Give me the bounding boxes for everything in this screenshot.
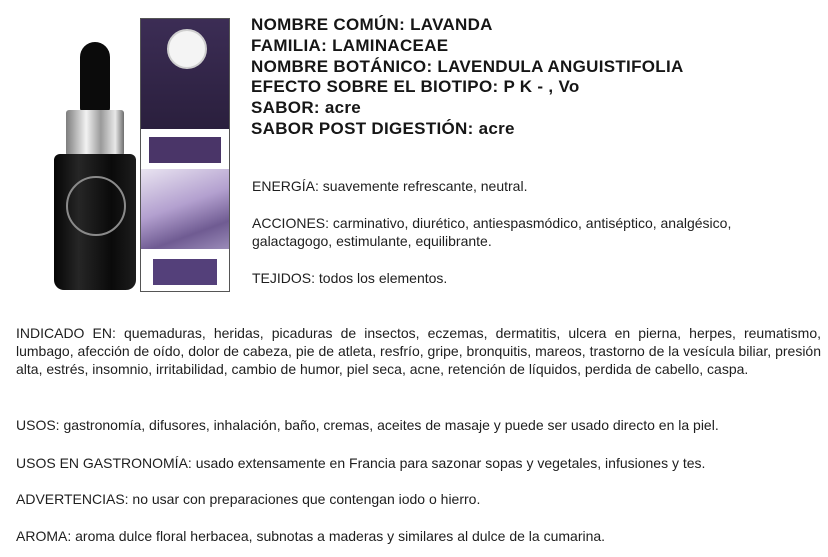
header-biotype-effect: EFECTO SOBRE EL BIOTIPO: P K - , Vo [251, 77, 580, 97]
header-flavor: SABOR: acre [251, 98, 362, 118]
dropper-cap [80, 42, 110, 114]
product-image [48, 14, 228, 296]
lavender-illustration [141, 169, 229, 249]
header-family: FAMILIA: LAMINACEAE [251, 35, 449, 55]
header-post-digestion-flavor: SABOR POST DIGESTIÓN: acre [251, 118, 515, 138]
uses-text: USOS: gastronomía, difusores, inhalación, baño, cremas, aceites de masaje y puede ser usado directo en la piel. [16, 417, 719, 433]
gastronomy-uses-text: USOS EN GASTRONOMÍA: usado extensamente en Francia para sazonar sopas y vegetales, infusiones y tes. [16, 455, 706, 471]
silver-collar [66, 110, 124, 156]
tissues-text: TEJIDOS: todos los elementos. [252, 270, 448, 286]
box-header-panel [141, 19, 229, 129]
product-box [140, 18, 230, 292]
actions-text: ACCIONES: carminativo, diurético, antiespasmódico, antiséptico, analgésico, galactagogo, estimulante, equilibrante. [252, 215, 732, 249]
box-info-label [153, 259, 217, 285]
energy-text: ENERGÍA: suavemente refrescante, neutral. [252, 178, 528, 194]
aroma-text: AROMA: aroma dulce floral herbacea, subnotas a maderas y similares al dulce de la cumarina. [16, 528, 606, 544]
bottle-glass [54, 154, 136, 290]
essential-oil-bottle [54, 42, 136, 292]
indications-text: INDICADO EN: quemaduras, heridas, picaduras de insectos, eczemas, dermatitis, ulcera en pierna, herpes, reumatismo, lumbago, afección de oído, dolor de cabeza, pie de atleta, resfrío, gripe, bronquitis, mareos, trastorno de la vesícula biliar, presión alta, estrés, insomnio, irritabilidad, cambio de humor, piel seca, acne, retención de líquidos, perdida de cabello, caspa. [16, 325, 821, 377]
brand-seal-icon [167, 29, 207, 69]
box-name-band [149, 137, 221, 163]
header-botanical-name: NOMBRE BOTÁNICO: LAVENDULA ANGUISTIFOLIA [251, 56, 684, 76]
bottle-seal-logo [66, 176, 126, 236]
warnings-text: ADVERTENCIAS: no usar con preparaciones que contengan iodo o hierro. [16, 491, 481, 507]
header-common-name: NOMBRE COMÚN: LAVANDA [251, 15, 493, 34]
header-list [251, 15, 684, 140]
